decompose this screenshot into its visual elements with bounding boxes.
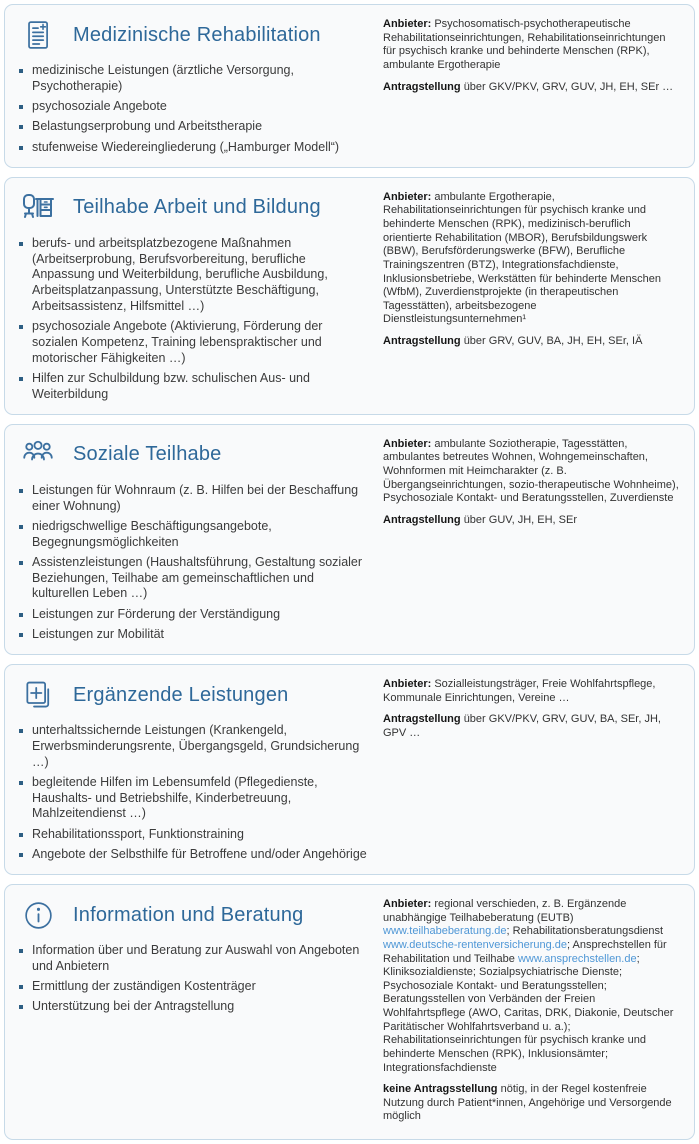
- antragstellung-paragraph: [383, 335, 680, 349]
- bullet-item: niedrigschwellige Beschäftigungsangebote, Begegnungsmöglichkeiten: [17, 519, 369, 551]
- section-title: Soziale Teilhabe: [73, 443, 222, 466]
- anbieter-paragraph: [383, 438, 680, 506]
- antragstellung-paragraph: [383, 713, 680, 740]
- info-icon: [17, 899, 59, 932]
- anbieter-text: ambulante Ergotherapie, Rehabilitationseinrichtungen für psychisch kranke und behinderte Menschen (RPK), medizinisch-beruflich orientierte Rehabilitation (MBOR), Berufsbildungswerk (BBW), Berufsförderungswerke (BFW), Berufliche Trainingszentren (BTZ), Integrationsfachdienste, Inklusionsbetriebe, Werkstätten für behinderte Menschen (WfbM), Zuverdienstprojekte (in therapeutischen Tagesstätten), arbeitsbezogene Dienstleistungsunternehmen¹: [383, 190, 662, 326]
- antragstellung-label: Antragstellung: [383, 80, 461, 93]
- bullet-item: medizinische Leistungen (ärztliche Versorgung, Psychotherapie): [17, 63, 369, 95]
- section-title: Ergänzende Leistungen: [73, 683, 289, 706]
- section-left-column: [17, 674, 369, 867]
- anbieter-paragraph: [383, 898, 680, 1075]
- link[interactable]: www.teilhabeberatung.de: [383, 925, 507, 938]
- section-left-column: [17, 14, 369, 160]
- section-left-column: [17, 434, 369, 647]
- anbieter-label: Anbieter:: [383, 898, 432, 910]
- section-header: [17, 187, 369, 229]
- section-header: [17, 674, 369, 716]
- antragstellung-text: nötig, in der Regel kostenfreie Nutzung durch Patient*innen, Angehörige und Versorgende möglich: [383, 1083, 672, 1123]
- bullet-item: Angebote der Selbsthilfe für Betroffene und/oder Angehörige: [17, 847, 369, 863]
- text-run: ; Rehabilitationsberatungsdienst: [506, 925, 664, 938]
- section-soziale-teilhabe: [4, 424, 695, 655]
- bullet-item: Leistungen zur Mobilität: [17, 627, 369, 643]
- anbieter-paragraph: [383, 191, 680, 327]
- bullet-list: [17, 236, 369, 403]
- anbieter-paragraph: [383, 18, 680, 73]
- antragstellung-paragraph: [383, 514, 680, 528]
- link[interactable]: www.ansprechstellen.de: [517, 952, 637, 965]
- antragstellung-text: über GKV/PKV, GRV, GUV, BA, SEr, JH, GPV …: [383, 713, 661, 739]
- bullet-item: Leistungen für Wohnraum (z. B. Hilfen bei der Beschaffung einer Wohnung): [17, 483, 369, 515]
- bullet-item: Information über und Beratung zur Auswahl von Angeboten und Anbietern: [17, 943, 369, 975]
- bullet-item: Ermittlung der zuständigen Kostenträger: [17, 979, 369, 995]
- link[interactable]: www.deutsche-rentenversicherung.de: [383, 938, 568, 951]
- section-right-column: [369, 674, 682, 867]
- bullet-list: [17, 63, 369, 155]
- section-header: [17, 894, 369, 936]
- antragstellung-label: Antragstellung: [383, 513, 461, 526]
- anbieter-text: Sozialleistungsträger, Freie Wohlfahrtspflege, Kommunale Einrichtungen, Vereine …: [383, 678, 656, 704]
- section-teilhabe-arbeit-und-bildung: [4, 177, 695, 415]
- bullet-item: Leistungen zur Förderung der Verständigung: [17, 607, 369, 623]
- bullet-list: [17, 483, 369, 643]
- bullet-item: psychosoziale Angebote: [17, 99, 369, 115]
- section-left-column: [17, 894, 369, 1132]
- anbieter-label: Anbieter:: [383, 18, 432, 30]
- bullet-item: Belastungserprobung und Arbeitstherapie: [17, 119, 369, 135]
- text-run: regional verschieden, z. B. Ergänzende unabhängige Teilhabeberatung (EUTB): [383, 898, 627, 924]
- anbieter-text: ambulante Soziotherapie, Tagesstätten, ambulantes betreutes Wohnen, Wohngemeinschaften, Wohnformen mit Heimcharakter (z. B. Übergangseinrichtungen, sozio-therapeutische Wohnheime), Psychosoziale Kontakt- und Beratungsstellen, Zuverdienste: [383, 437, 679, 505]
- antragstellung-text: über GUV, JH, EH, SEr: [463, 513, 577, 526]
- bullet-item: Unterstützung bei der Antragstellung: [17, 999, 369, 1015]
- section-header: [17, 14, 369, 56]
- section-right-column: [369, 894, 682, 1132]
- section-left-column: [17, 187, 369, 407]
- section-title: Teilhabe Arbeit und Bildung: [73, 196, 321, 219]
- people-group-icon: [17, 438, 59, 471]
- anbieter-label: Anbieter:: [383, 190, 432, 203]
- section-right-column: [369, 187, 682, 407]
- bullet-item: psychosoziale Angebote (Aktivierung, Förderung der sozialen Kompetenz, Training lebenspraktischer und motorischer Fähigkeiten …): [17, 319, 369, 366]
- section-information-und-beratung: [4, 884, 695, 1140]
- bullet-list: [17, 723, 369, 863]
- bullet-item: Hilfen zur Schulbildung bzw. schulischen Aus- und Weiterbildung: [17, 371, 369, 403]
- antragstellung-label: Antragstellung: [383, 335, 461, 347]
- section-medizinische-rehabilitation: [4, 4, 695, 168]
- bullet-item: Rehabilitationssport, Funktionstraining: [17, 827, 369, 843]
- bullet-item: begleitende Hilfen im Lebensumfeld (Pflegedienste, Haushalts- und Betriebshilfe, Kinderbetreuung, Mahlzeitendienst …): [17, 775, 369, 822]
- bullet-item: stufenweise Wiedereingliederung („Hamburger Modell“): [17, 140, 369, 156]
- plus-card-icon: [17, 678, 59, 712]
- bullet-list: [17, 943, 369, 1015]
- antragstellung-paragraph: [383, 81, 680, 95]
- anbieter-label: Anbieter:: [383, 678, 432, 690]
- antragstellung-paragraph: [383, 1083, 680, 1124]
- text-run: ; Kliniksozialdienste; Sozialpsychiatrische Dienste; Psychosoziale Kontakt- und Beratungsstellen; Beratungsstellen von Verbänden der Freien Wohlfahrtspflege (AWO, Caritas, DRK, Diakonie, Deutscher Paritätischer Wohlfahrtsverband u. a.); Rehabilitationseinrichtungen für psychisch kranke und behinderte Menschen (RPK), Inklusionsämter; Integrationsfachdienste: [383, 952, 674, 1074]
- anbieter-text: Psychosomatisch-psychotherapeutische Rehabilitationseinrichtungen, Rehabilitationseinrichtungen für psychisch kranke und behinderte Menschen (RPK), ambulante Ergotherapie: [383, 18, 666, 71]
- antragstellung-label: Antragstellung: [383, 713, 461, 726]
- section-title: Information und Beratung: [73, 903, 304, 926]
- bullet-item: berufs- und arbeitsplatzbezogene Maßnahmen (Arbeitserprobung, Berufsvorbereitung, berufliche Anpassung und Weiterbildung, berufliche Ausbildung, Arbeitsplatzanpassung, Unterstützte Beschäftigung, Arbeitsassistenz, Hilfsmittel …): [17, 236, 369, 315]
- bullet-item: unterhaltssichernde Leistungen (Krankengeld, Erwerbsminderungsrente, Übergangsgeld, Grundsicherung …): [17, 723, 369, 770]
- section-ergaenzende-leistungen: [4, 664, 695, 875]
- anbieter-text-rich: [383, 898, 673, 1074]
- section-header: [17, 434, 369, 476]
- text-run: ; Ansprechstellen für Rehabilitation und Teilhabe: [383, 938, 667, 965]
- bullet-item: Assistenzleistungen (Haushaltsführung, Gestaltung sozialer Beziehungen, Teilhabe am gemeinschaftlichen und kulturellen Leben …): [17, 555, 369, 602]
- medical-report-icon: [17, 18, 59, 52]
- section-title: Medizinische Rehabilitation: [73, 23, 321, 46]
- antragstellung-text: über GKV/PKV, GRV, GUV, JH, EH, SEr …: [463, 80, 674, 93]
- antragstellung-label: keine Antragsstellung: [383, 1083, 498, 1096]
- section-right-column: [369, 14, 682, 160]
- anbieter-label: Anbieter:: [383, 437, 432, 450]
- section-right-column: [369, 434, 682, 647]
- anbieter-paragraph: [383, 678, 680, 705]
- workplace-desk-icon: [17, 190, 59, 226]
- antragstellung-text: über GRV, GUV, BA, JH, EH, SEr, IÄ: [463, 335, 643, 347]
